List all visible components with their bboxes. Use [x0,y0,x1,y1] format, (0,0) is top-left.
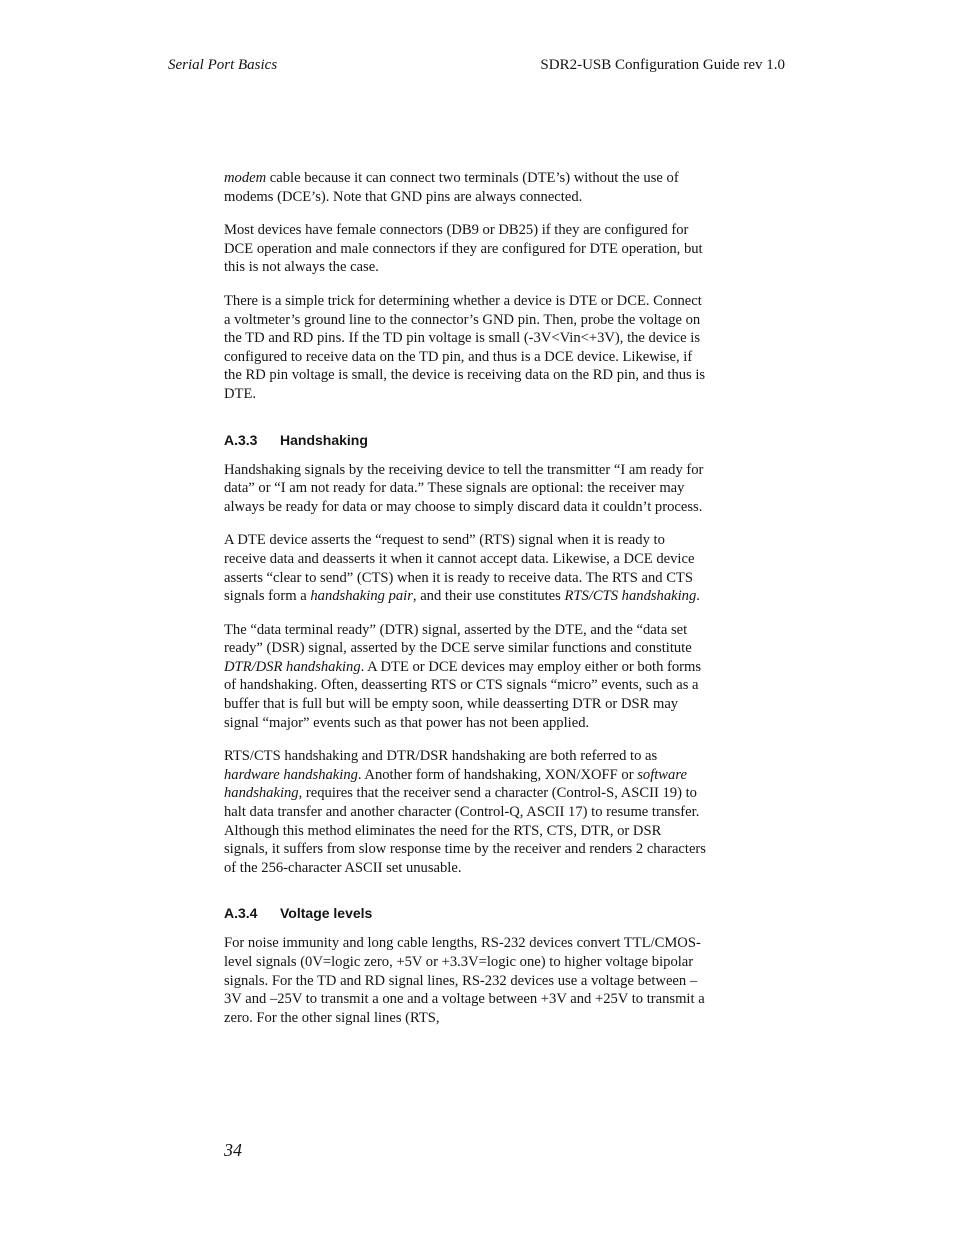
section-number: A.3.4 [224,905,258,922]
section-title: Handshaking [280,431,368,448]
paragraph-text: cable because it can connect two terminals (DTE’s) without the use of modems (DCE’s). Note that GND pins are always connected. [224,170,679,205]
paragraph-text: RTS/CTS handshaking and DTR/DSR handshaking are both referred to as [224,748,658,765]
section-number: A.3.3 [224,431,258,448]
paragraph-text: , requires that the receiver send a character (Control-S, ASCII 19) to halt data transfer and another character (Control-Q, ASCII 17) to resume transfer. Although this method eliminates the need for the RTS, CTS, DTR, or DSR signals, it suffers from slow response time by the receiver and renders 2 characters of the 256-character ASCII set unusable. [224,785,706,876]
page-number: 34 [224,1140,242,1160]
paragraph-text: , and their use constitutes [412,588,565,605]
section-heading-handshaking [224,431,708,449]
emphasis-handshaking-pair: handshaking pair [310,588,413,605]
emphasis-hardware-handshaking: hardware handshaking [224,766,358,783]
emphasis-modem: modem [224,170,267,186]
paragraph-connectors: Most devices have female connectors (DB9 or DB25) if they are configured for DCE operation and male connectors if they are configured for DTE operation, but this is not always the case. [224,222,703,276]
paragraph-rts-cts [224,531,708,605]
emphasis-rts-cts-handshaking: RTS/CTS handshaking [564,588,697,605]
paragraph-text: The “data terminal ready” (DTR) signal, asserted by the DTE, and the “data set ready” (DSR) signal, asserted by the DCE serve similar functions and constitute [224,621,692,657]
paragraph-text: . [696,588,700,605]
paragraph-handshaking-intro: Handshaking signals by the receiving device to tell the transmitter “I am ready for data” or “I am not ready for data.” These signals are optional: the receiver may always be ready for data or may choose to simply discard data it couldn’t process. [224,461,704,515]
paragraph-modem-cable [224,169,708,206]
section-heading-voltage-levels [224,904,708,922]
paragraph-hardware-software-handshaking [224,747,708,877]
emphasis-software-handshaking: software handshaking [224,766,687,802]
page-body [224,169,708,1042]
paragraph-voltage-levels: For noise immunity and long cable lengths, RS-232 devices convert TTL/CMOS-level signals (0V=logic zero, +5V or +3.3V=logic one) to higher voltage bipolar signals. For the TD and RD signal lines, RS-232 devices use a voltage between –3V and –25V to transmit a one and a voltage between +3V and +25V to transmit a zero. For the other signal lines (RTS, [224,935,705,1026]
paragraph-text: A DTE device asserts the “request to send” (RTS) signal when it is ready to receive data and deasserts it when it cannot accept data. Likewise, a DCE device asserts “clear to send” (CTS) when it is ready to receive data. The RTS and CTS signals form a [224,532,695,605]
paragraph-text: . Another form of handshaking, XON/XOFF or [357,766,638,783]
paragraph-dtr-dsr [224,621,708,733]
section-title: Voltage levels [280,905,373,922]
running-header-section: Serial Port Basics [168,57,278,73]
paragraph-dte-dce-trick: There is a simple trick for determining whether a device is DTE or DCE. Connect a voltmeter’s ground line to the connector’s GND pin. Then, probe the voltage on the TD and RD pins. If the TD pin voltage is small (-3V<Vin<+3V), the device is configured to receive data on the TD pin, and thus is a DCE device. Likewise, if the RD pin voltage is small, the device is receiving data on the RD pin, and thus is DTE. [224,292,706,402]
running-header-title: SDR2-USB Configuration Guide rev 1.0 [540,57,785,73]
emphasis-dtr-dsr-handshaking: DTR/DSR handshaking [224,658,361,675]
paragraph-text: . A DTE or DCE devices may employ either or both forms of handshaking. Often, deasserting RTS or CTS signals “micro” events, such as a buffer that is full but will be empty soon, while deasserting DTR or DSR may signal “major” events such as that power has not been applied. [224,658,702,731]
